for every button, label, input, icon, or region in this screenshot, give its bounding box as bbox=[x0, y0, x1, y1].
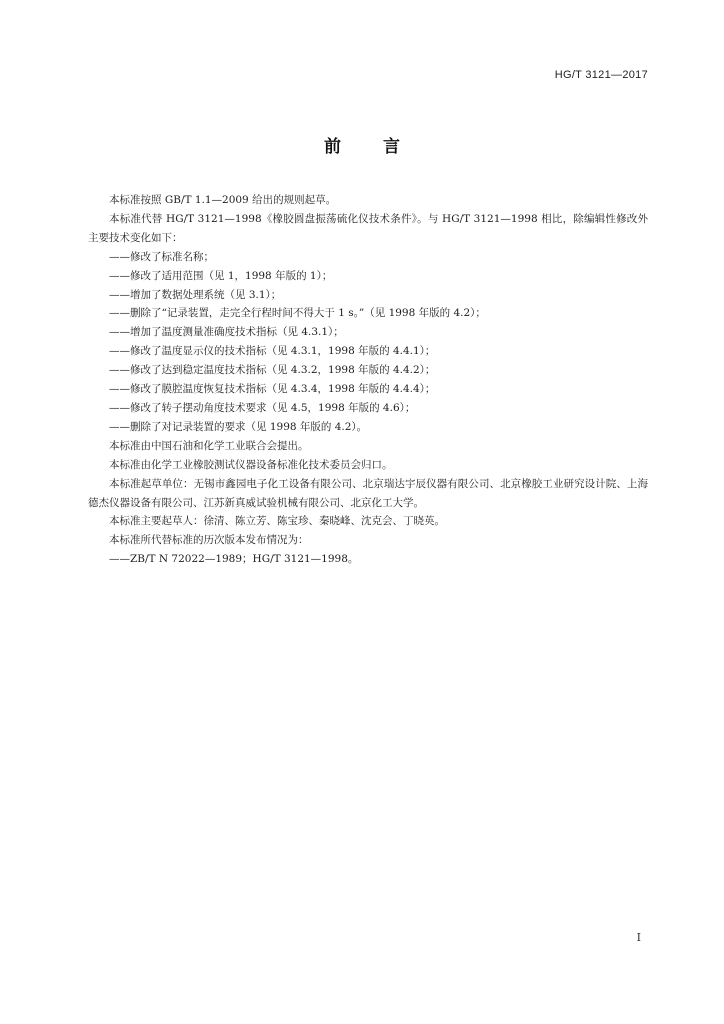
change-item: ——修改了温度显示仪的技术指标（见 4.3.1，1998 年版的 4.4.1）； bbox=[109, 345, 436, 358]
standard-code-header: HG/T 3121—2017 bbox=[554, 69, 648, 81]
change-item: ——删除了对记录装置的要求（见 1998 年版的 4.2）。 bbox=[109, 420, 368, 433]
change-item: ——修改了达到稳定温度技术指标（见 4.3.2，1998 年版的 4.4.2）； bbox=[109, 364, 436, 377]
change-item: ——增加了数据处理系统（见 3.1）； bbox=[109, 288, 282, 301]
foreword-body bbox=[88, 191, 648, 569]
change-item: ——增加了温度测量准确度技术指标（见 4.3.1）； bbox=[109, 326, 344, 339]
paragraph-history-intro: 本标准所代替标准的历次版本发布情况为： bbox=[109, 534, 309, 547]
change-item: ——修改了膜腔温度恢复技术指标（见 4.3.4，1998 年版的 4.4.4）； bbox=[109, 383, 436, 396]
paragraph-drafting-rules: 本标准按照 GB/T 1.1—2009 给出的规则起草。 bbox=[109, 194, 337, 206]
change-item: ——修改了标准名称； bbox=[109, 250, 214, 263]
paragraph-centralized-by: 本标准由化学工业橡胶测试仪器设备标准化技术委员会归口。 bbox=[109, 458, 393, 471]
page-title: 前言 bbox=[324, 137, 442, 157]
paragraph-replacement: 本标准代替 HG/T 3121—1998《橡胶圆盘振荡硫化仪技术条件》。与 HG/T 3121—1998 相比，除编辑性修改外主要技术变化如下： bbox=[88, 212, 648, 244]
paragraph-drafting-units: 本标准起草单位：无锡市鑫园电子化工设备有限公司、北京瑞达宇辰仪器有限公司、北京橡胶工业研究设计院、上海德杰仪器设备有限公司、江苏新真威试验机械有限公司、北京化工大学。 bbox=[88, 477, 648, 509]
paragraph-drafters: 本标准主要起草人：徐清、陈立芳、陈宝珍、秦晓峰、沈克会、丁晓英。 bbox=[109, 515, 445, 528]
change-item: ——删除了“记录装置，走完全行程时间不得大于 1 s。”（见 1998 年版的 4.2）； bbox=[109, 307, 486, 320]
history-item: ——ZB/T N 72022—1989；HG/T 3121—1998。 bbox=[109, 553, 359, 566]
page-number: I bbox=[636, 931, 641, 944]
paragraph-proposed-by: 本标准由中国石油和化学工业联合会提出。 bbox=[109, 439, 309, 452]
change-item: ——修改了转子摆动角度技术要求（见 4.5，1998 年版的 4.6）； bbox=[109, 401, 416, 414]
change-item: ——修改了适用范围（见 1，1998 年版的 1）； bbox=[109, 269, 333, 282]
